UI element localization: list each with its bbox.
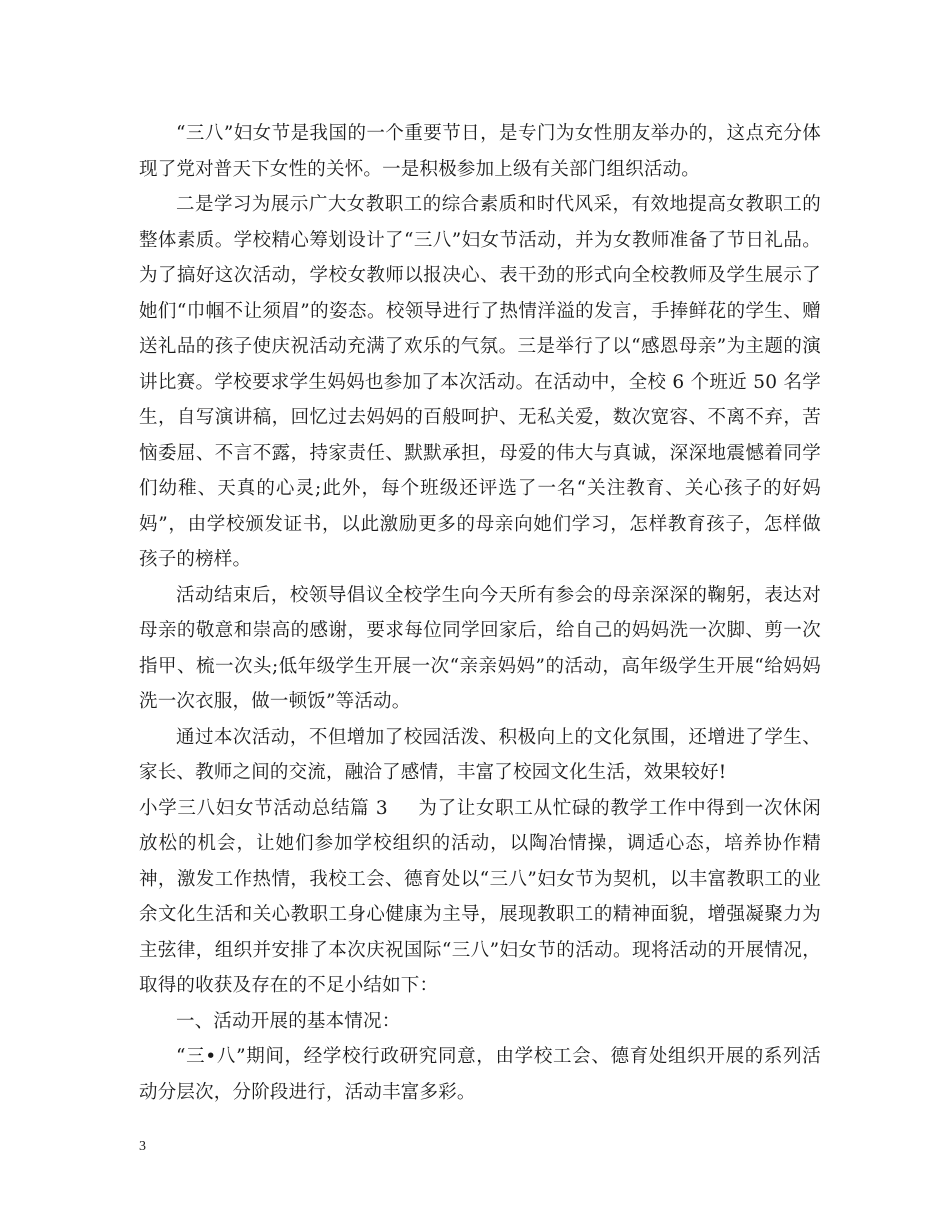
page-number: 3 (139, 1139, 146, 1154)
paragraph-womens-day-intro: “三八”妇女节是我国的一个重要节日，是专门为女性朋友举办的，这点充分体现了党对普天下女性的关怀。一是积极参加上级有关部门组织活动。 (139, 123, 821, 180)
section3-intro: 为了让女职工从忙碌的教学工作中得到一次休闲放松的机会，让她们参加学校组织的活动，以陶冶情操，调适心态，培养协作精神，激发工作热情，我校工会、德育处以“三八”妇女节为契机，以丰富教职工的业余文化生活和关心教职工身心健康为主导，展现教职工的精神面貌，增强凝聚力为主弦律，组织并安排了本次庆祝国际“三八”妇女节的活动。现将活动的开展情况，取得的收获及存在的不足小结如下： (139, 797, 822, 996)
paragraph-after-activity: 活动结束后，校领导倡议全校学生向今天所有参会的母亲深深的鞠躬，表达对母亲的敬意和崇高的感谢，要求每位同学回家后，给自己的妈妈洗一次脚、剪一次指甲、梳一次头;低年级学生开展一次“亲亲妈妈”的活动，高年级学生开展“给妈妈洗一次衣服，做一顿饭”等活动。 (139, 584, 821, 712)
section3-heading: 小学三八妇女节活动总结篇 3 (139, 797, 388, 819)
paragraph-activity-two-three: 二是学习为展示广大女教职工的综合素质和时代风采，有效地提高女教职工的整体素质。学校精心筹划设计了“三八”妇女节活动，并为女教师准备了节日礼品。为了搞好这次活动，学校女教师以报决心、表干劲的形式向全校教师及学生展示了她们“巾帼不让须眉”的姿态。校领导进行了热情洋溢的发言，手捧鲜花的学生、赠送礼品的孩子使庆祝活动充满了欢乐的气氛。三是举行了以“感恩母亲”为主题的演讲比赛。学校要求学生妈妈也参加了本次活动。在活动中，全校 6 个班近 50 名学生，自写演讲稿，回忆过去妈妈的百般呵护、无私关爱，数次宽容、不离不弃，苦恼委屈、不言不露，持家责任、默默承担，母爱的伟大与真诚，深深地震憾着同学们幼稚、天真的心灵;此外，每个班级还评选了一名“关注教育、关心孩子的好妈妈”，由学校颁发证书，以此激励更多的母亲向她们学习，怎样教育孩子，怎样做孩子的榜样。 (139, 194, 821, 570)
paragraph-activity-result: 通过本次活动，不但增加了校园活泼、积极向上的文化氛围，还增进了学生、家长、教师之间的交流，融洽了感情，丰富了校园文化生活，效果较好! (139, 726, 821, 783)
paragraph-activity-schedule: “三•八”期间，经学校行政研究同意，由学校工会、德育处组织开展的系列活动分层次，分阶段进行，活动丰富多彩。 (139, 1046, 821, 1103)
document-body (139, 116, 821, 1110)
subheading-basic-situation: 一、活动开展的基本情况： (176, 1010, 401, 1032)
section3-block (139, 791, 821, 1004)
